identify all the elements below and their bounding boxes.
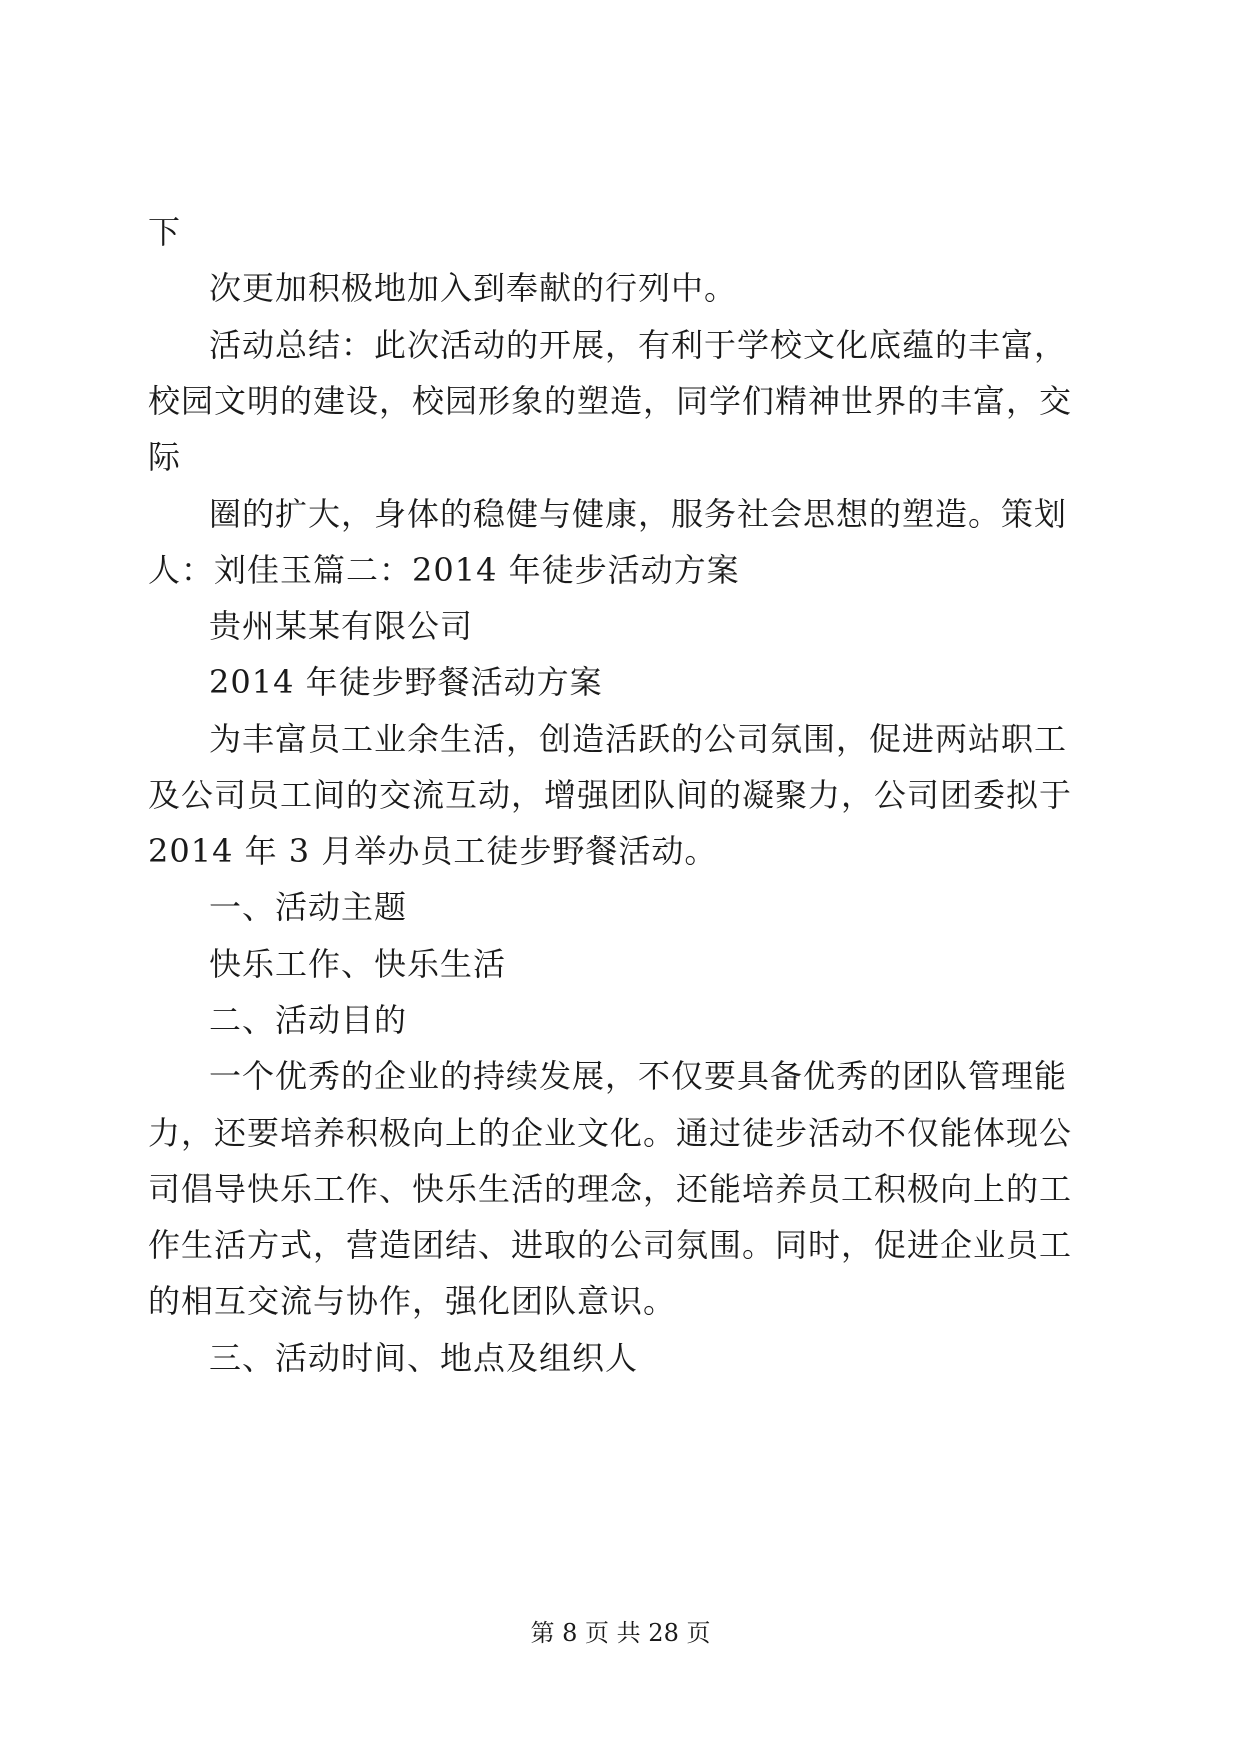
text-line: 及公司员工间的交流互动，增强团队间的凝聚力，公司团委拟于 (148, 776, 1073, 814)
text-line: 次更加积极地加入到奉献的行列中。 (209, 269, 738, 307)
page-number-footer: 第 8 页 共 28 页 (530, 1619, 711, 1647)
text-line: 活动总结：此次活动的开展，有利于学校文化底蕴的丰富， (209, 326, 1068, 364)
text-line: 作生活方式，营造团结、进取的公司氛围。同时，促进企业员工 (148, 1226, 1073, 1264)
text-line: 三、活动时间、地点及组织人 (209, 1339, 639, 1377)
text-line: 的相互交流与协作，强化团队意识。 (148, 1282, 677, 1320)
text-line: 校园文明的建设，校园形象的塑造，同学们精神世界的丰富，交 (148, 382, 1073, 420)
text-line: 贵州某某有限公司 (209, 607, 474, 645)
text-line: 人：刘佳玉篇二：2014 年徒步活动方案 (148, 551, 740, 589)
text-line: 一个优秀的企业的持续发展，不仅要具备优秀的团队管理能 (209, 1057, 1068, 1095)
text-line: 为丰富员工业余生活，创造活跃的公司氛围，促进两站职工 (209, 720, 1068, 758)
text-line: 际 (148, 438, 182, 476)
text-line: 快乐工作、快乐生活 (209, 945, 507, 983)
text-line: 2014 年徒步野餐活动方案 (209, 663, 603, 701)
text-line: 力，还要培养积极向上的企业文化。通过徒步活动不仅能体现公 (148, 1114, 1073, 1152)
text-line: 一、活动主题 (209, 888, 408, 926)
text-line: 二、活动目的 (209, 1001, 408, 1039)
text-line: 下 (148, 213, 182, 251)
text-line: 司倡导快乐工作、快乐生活的理念，还能培养员工积极向上的工 (148, 1170, 1073, 1208)
text-line: 2014 年 3 月举办员工徒步野餐活动。 (148, 832, 718, 870)
text-line: 圈的扩大，身体的稳健与健康，服务社会思想的塑造。策划 (209, 495, 1068, 533)
